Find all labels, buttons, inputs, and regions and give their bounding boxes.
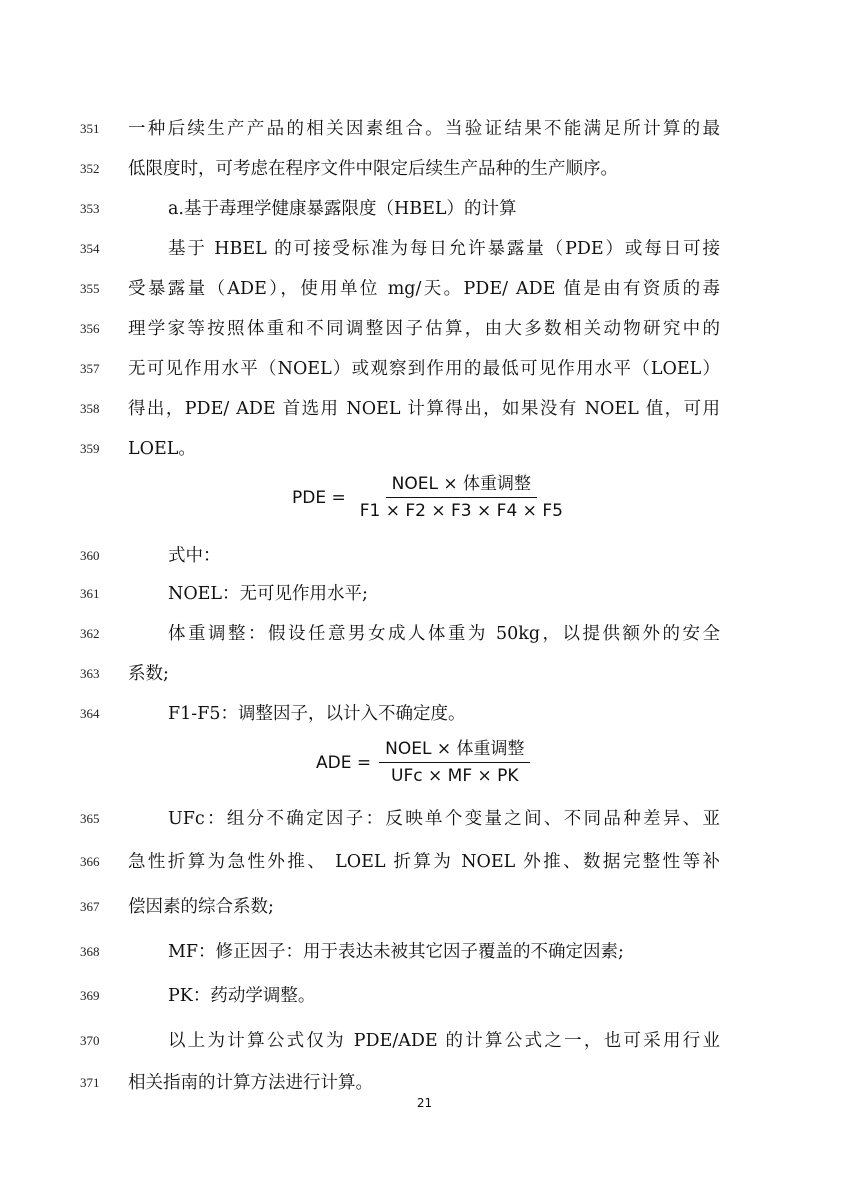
formula-lhs: ADE = [316, 752, 372, 773]
text-line: 一种后续生产产品的相关因素组合。当验证结果不能满足所计算的最 [128, 119, 720, 139]
text-line: MF：修正因子：用于表达未被其它因子覆盖的不确定因素; [168, 942, 624, 962]
text-line: 相关指南的计算方法进行计算。 [128, 1073, 373, 1093]
text-line: 基于 HBEL 的可接受标准为每日允许暴露量（PDE）或每日可接 [168, 239, 720, 259]
line-number: 363 [80, 666, 100, 681]
line-number: 365 [80, 811, 100, 826]
line-number: 368 [80, 944, 100, 959]
formula-denominator: UFc × MF × PK [391, 766, 519, 786]
text-line: 受暴露量（ADE），使用单位 mg/天。PDE/ ADE 值是由有资质的毒 [128, 279, 720, 299]
text-line: 以上为计算公式仅为 PDE/ADE 的计算公式之一，也可采用行业 [168, 1031, 720, 1051]
line-number: 371 [80, 1075, 100, 1090]
formula-lhs: PDE = [292, 487, 346, 508]
formula-numerator: NOEL × 体重调整 [379, 738, 530, 763]
line-number: 357 [80, 361, 100, 376]
text-line: 无可见作用水平（NOEL）或观察到作用的最低可见作用水平（LOEL） [128, 359, 720, 379]
text-line: 系数; [128, 664, 169, 684]
formula-fraction [379, 738, 530, 787]
text-line: UFc：组分不确定因子：反映单个变量之间、不同品种差异、亚 [168, 809, 720, 829]
line-number: 355 [80, 281, 100, 296]
formula-denominator: F1 × F2 × F3 × F4 × F5 [359, 501, 563, 521]
page-number: 21 [416, 1096, 433, 1110]
line-number: 367 [80, 899, 100, 914]
text-line: NOEL：无可见作用水平; [168, 584, 368, 604]
line-number: 364 [80, 706, 100, 721]
text-line: 式中： [168, 546, 221, 566]
line-number: 358 [80, 401, 100, 416]
pde-formula [292, 473, 569, 522]
line-number: 359 [80, 441, 100, 456]
text-line: 理学家等按照体重和不同调整因子估算，由大多数相关动物研究中的 [128, 319, 720, 339]
line-number: 370 [80, 1033, 100, 1048]
line-number: 353 [80, 201, 100, 216]
line-number: 354 [80, 241, 100, 256]
line-number: 366 [80, 854, 100, 869]
line-number: 360 [80, 548, 100, 563]
text-line: F1-F5：调整因子，以计入不确定度。 [168, 704, 466, 724]
text-line: 偿因素的综合系数; [128, 897, 274, 917]
text-line: PK：药动学调整。 [168, 986, 316, 1006]
line-number: 361 [80, 586, 100, 601]
formula-fraction [354, 473, 569, 522]
ade-formula [316, 738, 530, 787]
text-line: LOEL。 [128, 439, 196, 459]
text-line: 得出，PDE/ ADE 首选用 NOEL 计算得出，如果没有 NOEL 值，可用 [128, 399, 720, 419]
formula-numerator: NOEL × 体重调整 [386, 473, 537, 498]
line-number: 362 [80, 626, 100, 641]
line-number: 352 [80, 161, 100, 176]
line-number: 356 [80, 321, 100, 336]
text-line: 低限度时，可考虑在程序文件中限定后续生产品种的生产顺序。 [128, 159, 618, 179]
section-heading: a.基于毒理学健康暴露限度（HBEL）的计算 [168, 199, 517, 219]
text-line: 体重调整：假设任意男女成人体重为 50kg，以提供额外的安全 [168, 624, 720, 644]
line-number: 351 [80, 121, 100, 136]
text-line: 急性折算为急性外推、 LOEL 折算为 NOEL 外推、数据完整性等补 [128, 852, 720, 872]
line-number: 369 [80, 988, 100, 1003]
